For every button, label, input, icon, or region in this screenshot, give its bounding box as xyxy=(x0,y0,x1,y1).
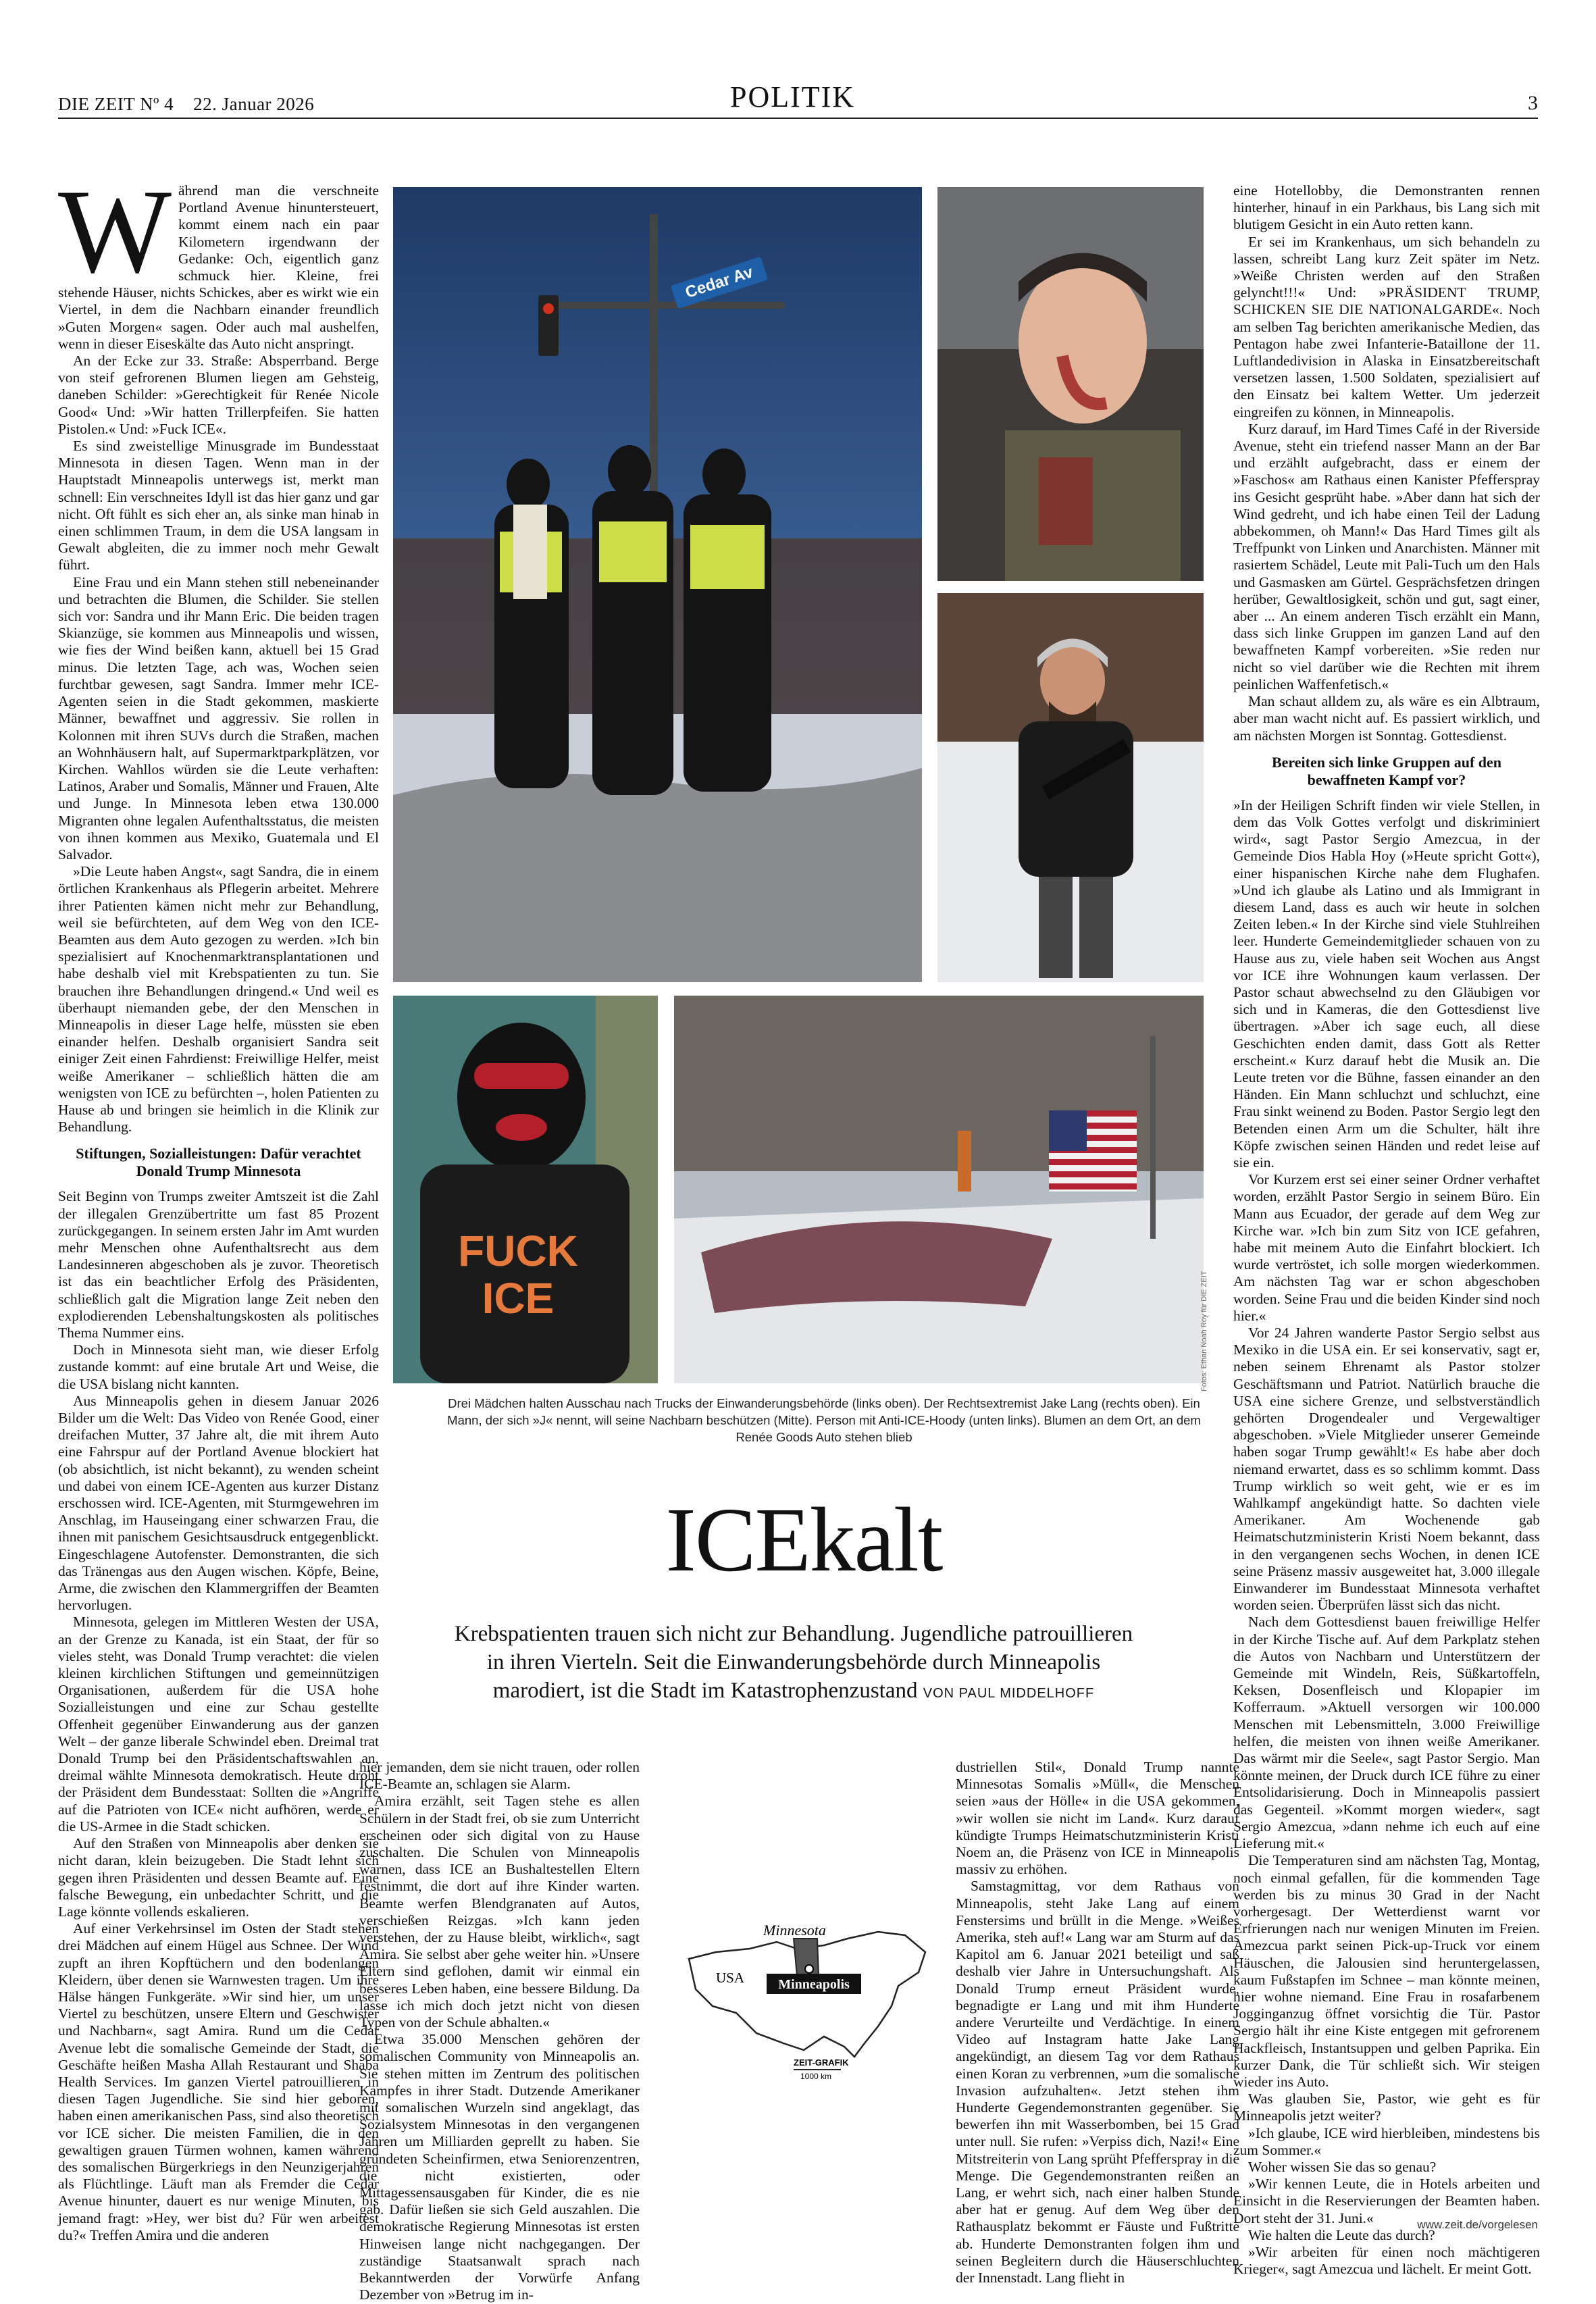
photo-armed-man xyxy=(937,593,1204,982)
paragraph: hier jemanden, dem sie nicht trauen, oder rollen ICE-Beamte an, schlagen sie Alarm. xyxy=(359,1759,640,1793)
map-source: ZEIT-GRAFIK xyxy=(794,2057,849,2068)
paragraph: ährend man die verschneite Portland Avenue hinuntersteuert, kommt einem nach ein paar Kilometern irgendwann der Gedanke: Och, eigentlich ganz schmuck hier. Kleine, frei stehende Häuser, nichts Schickes, aber es wirkt wie ein Viertel, in dem die Nachbarn einander freundlich »Guten Morgen« sagen. Oder auch mal aushelfen, wenn in dieser Eiseskälte das Auto nicht anspringt. xyxy=(58,182,379,352)
paragraph: Auf den Straßen von Minneapolis aber denken sie nicht daran, klein beizugeben. Die Stadt lehnt sich gegen ihren Präsidenten und dessen Beamte auf. Eine falsche Bewegung, ein unbedachter Schritt, und die Lage könnte vollends eskalieren. xyxy=(58,1835,379,1920)
paragraph: Man schaut alldem zu, als wäre es ein Albtraum, aber man wacht nicht auf. Es passiert wirklich, und am nächsten Morgen ist Sonntag. Gottesdienst. xyxy=(1233,693,1540,744)
street-sign-text: Cedar Av xyxy=(683,263,756,302)
page-number: 3 xyxy=(1528,92,1538,114)
paragraph: Minnesota, gelegen im Mittleren Westen der USA, an der Grenze zu Kanada, ist ein Staat, der für so vieles steht, was Donald Trump verachtet: die vielen kleinen kirchlichen Stiftungen und gemeinnützigen Organisationen, außerdem für die USA hohe Sozialleistungen und eine zur Schau gestellte Offenheit gegenüber Einwanderung aus der ganzen Welt – der ganze liberale Schwindel eben. Dreimal trat Donald Trump bei den Präsidentschaftswahlen an, dreimal wählte Minnesota demokratisch. Heute droht der Präsident dem Bundesstaat: Sollten die »Angriffe auf die Patrioten von ICE« nicht aufhören, werde er die US-Armee in die Stadt schicken. xyxy=(58,1614,379,1835)
map-scale: 1000 km xyxy=(800,2072,832,2081)
paragraph: Eine Frau und ein Mann stehen still nebeneinander und betrachten die Blumen, die Schilder. Sie stellen sich vor: Sandra und ihr Mann Eric. Die beiden tragen Skianzüge, sie kommen aus Minneapolis und wissen, wie fies der Wind beißen kann, aktuell bei 15 Grad minus. Die letzten Tage, ach was, Wochen seien furchtbar gewesen, sagt Sandra. Immer mehr ICE-Agenten seien in die Stadt gekommen, maskierte Männer, bewaffnet und aggressiv. Sie rollen in Kolonnen mit ihren SUVs durch die Straßen, machen an Wohnhäusern halt, auf Supermarktparkplätzen, vor Kirchen. Wahllos würden sie die Leute verhaften: Latinos, Araber und Somalis, Männer und Frauen, Alte und Junge. In Minnesota leben etwa 130.000 Migranten ohne legalen Aufenthaltsstatus, die meisten von ihnen kommen aus Mexiko, Guatemala und El Salvador. xyxy=(58,573,379,863)
photo-anti-ice-hoodie xyxy=(393,996,658,1383)
byline: VON PAUL MIDDELHOFF xyxy=(923,1686,1095,1701)
article-column-2 xyxy=(359,1759,640,2303)
header-rule xyxy=(58,118,1538,119)
paragraph: Was glauben Sie, Pastor, wie geht es für Minneapolis jetzt weiter? xyxy=(1233,2091,1540,2124)
locator-map xyxy=(675,1912,939,2080)
paragraph: »In der Heiligen Schrift finden wir viele Stellen, in dem das Volk Gottes verfolgt und diskriminiert wird«, sagt Pastor Sergio Amezcua, in der Gemeinde Dios Habla Hoy (»Heute spricht Gott«), einer hispanischen Kirche nahe dem Flughafen. »Und ich glaube als Latino und als Immigrant in diesem Land, dass es auch wir heute in solchen Zeiten leben.« In der Kirche sind viele Stuhlreihen leer. Hunderte Gemeindemitglieder schauen von zu Hause aus zu, viele haben seit Wochen aus Angst vor ICE ihre Wohnungen kaum verlassen. Der Pastor schaut abwechselnd zu den Gläubigen vor sich und in Kameras, die den Gottesdienst live übertragen. »Aber ich sage euch, all diese Geschichten enden damit, dass Gott als Retter erscheint.« Kurz darauf hebt die Musik an. Die Leute treten vor die Bühne, fassen einander an den Händen. Ein Mann schluchzt und schluchzt, eine Frau sinkt weinend zu Boden. Pastor Sergio legt den Betenden einen Arm um die Schulter, hält ihre Köpfe zwischen seinen Händen und redet leise auf sie ein. xyxy=(1233,796,1540,1171)
issue-date: DIE ZEIT Nº 4 22. Januar 2026 xyxy=(58,94,315,114)
headline: ICEkalt xyxy=(665,1489,942,1591)
article-column-1 xyxy=(58,164,379,2243)
hoodie-text-2: ICE xyxy=(482,1274,555,1323)
paragraph: Kurz darauf, im Hard Times Café in der Riverside Avenue, steht ein triefend nasser Mann an der Bar und erzählt aufgebracht, dass er einem der »Faschos« am Rathaus einen Kanister Pfefferspray ins Gesicht gesprüht habe. »Aber dann hat sich der Wind gedreht, und ich habe einen Teil der Ladung abbekommen, oh Mann!« Das Hard Times gilt als Treffpunkt von Linken und Anarchisten. Männer mit rasiertem Schädel, Leute mit Pali-Tuch um den Hals und Gasmasken am Gürtel. Gesprächsfetzen dringen herüber, Gewaltlosigkeit, schön und gut, sagt einer, aber ... An einem anderen Tisch erzählt ein Mann, dass sich linke Gruppen im ganzen Land auf den bewaffneten Kampf vorbereiten. »Sie reden nur nicht so viel darüber wie die Rechten mit ihrem peinlichen Waffenfetisch.« xyxy=(1233,420,1540,692)
deck xyxy=(446,1620,1141,1708)
photo-jake-lang xyxy=(937,187,1204,581)
photo-three-girls xyxy=(393,187,922,982)
paragraph: Die Temperaturen sind am nächsten Tag, Montag, noch einmal gefallen, für die kommenden Tage werden bis zu minus 30 Grad in der Nacht vorhergesagt. Der Wetterdienst warnt vor Erfrierungen nach nur wenigen Minuten im Freien. Amezcua parkt seinen Pick-up-Truck vor einem Häuschen, die Jalousien sind heruntergelassen, kaum Fußstapfen im Schnee – man könnte meinen, hier wohne niemand. Eine Frau in rosafarbenem Jogginganzug öffnet vorsichtig die Tür. Pastor Sergio hält ihr eine Kiste entgegen mit gefrorenem Hackfleisch, Instantsuppen und gelben Paprika. Ein kurzer Dank, die Tür schließt sich. Wir steigen wieder ins Auto. xyxy=(1233,1852,1540,2090)
paragraph: »Wir arbeiten für einen noch mächtigeren Krieger«, sagt Amezcua und lächelt. Er meint Gott. xyxy=(1233,2243,1540,2278)
paragraph: Aus Minneapolis gehen in diesem Januar 2026 Bilder um die Welt: Das Video von Renée Good, einer dreifachen Mutter, 37 Jahre alt, die mit ihrem Auto eine Fahrspur auf der Portland Avenue blockiert hat (ob absichtlich, ist nicht bekannt), zu wenden scheint und dabei von einem ICE-Agenten aus kurzer Distanz erschossen wird. ICE-Agenten, mit Sturmgewehren im Anschlag, im Hauseingang einer schwarzen Frau, die ihnen mit panischem Gesichtsausdruck entgegenblickt. Eingeschlagene Autofenster. Demonstranten, die sich das Tränengas aus den Augen wischen. Köpfe, Beine, Arme, die zwischen den Klammergriffen der Beamten hervorlugen. xyxy=(58,1392,379,1614)
paragraph: Samstagmittag, vor dem Rathaus von Minneapolis, steht Jake Lang auf einem Fenstersims und brüllt in die Menge. »Weißes Amerika, steh auf!« Lang war am Sturm auf das Kapitol am 6. Januar 2021 beteiligt und saß deshalb vier Jahre in Untersuchungshaft. Als Donald Trump erneut Präsident wurde, begnadigte er Lang und mit ihm Hunderte andere Verurteilte und Verdächtige. In einem Video auf Instagram hatte Jake Lang angekündigt, an diesem Tag vor dem Rathaus einen Koran zu verbrennen, »um die somalische Invasion aufzuhalten«. Jetzt stehen ihm Hunderte Gegendemonstranten gegenüber. Sie bewerfen ihn mit Wasserbomben, bei 15 Grad unter null. Sie rufen: »Verpiss dich, Nazi!« Eine Mitstreiterin von Lang sprüht Pfefferspray in die Menge. Die Gegendemonstranten reißen an Lang, er wehrt sich, nach einer halben Stunde aber hat er genug. Auf dem Weg über den Rathausplatz bekommt er Fäuste und Fußtritte ab. Hunderte Demonstranten folgen ihm und seinen Begleitern durch die Häuserschluchten der Innenstadt. Lang flieht in xyxy=(956,1878,1239,2286)
footer-url[interactable]: www.zeit.de/vorgelesen xyxy=(1417,2218,1538,2231)
paragraph: eine Hotellobby, die Demonstranten rennen hinterher, hinauf in ein Parkhaus, bis Lang sich mit blutigem Gesicht in ein Auto retten kann. xyxy=(1233,182,1540,233)
paragraph: Woher wissen Sie das so genau? xyxy=(1248,2158,1437,2175)
photo-memorial-flowers xyxy=(674,996,1204,1383)
paragraph: »Wir kennen Leute, die in Hotels arbeiten und Einsicht in die Reservierungen der Beamten haben. Dort steht der 31. Juni.« xyxy=(1233,2176,1540,2226)
paragraph: dustriellen Stil«, Donald Trump nannte Minnesotas Somalis »Müll«, die Menschen seien »aus der Hölle« in die USA gekommen, »wir wollen sie nicht im Land«. Kurz darauf kündigte Trumps Heimatschutzministerin Kristi Noem an, die Präsenz von ICE in Minneapolis massiv zu erhöhen. xyxy=(956,1759,1239,1878)
paragraph: »Die Leute haben Angst«, sagt Sandra, die in einem örtlichen Krankenhaus als Pflegerin arbeitet. Mehrere ihrer Patienten kämen nicht mehr zur Behandlung, weil sie befürchteten, auf dem Weg von den ICE-Beamten aus dem Auto gezogen zu werden. »Ich bin spezialisiert auf Knochenmarktransplantationen und habe deshalb viel mit Krebspatienten zu tun. Sie brauchen ihre Behandlungen dringend.« Und weil es überhaupt niemanden gebe, der den Menschen in Minneapolis in dieser Lage helfe, müssten sie eben einander helfen. Deshalb organisiert Sandra seit einiger Zeit einen Fahrdienst: Freiwillige Helfer, meist weiße Amerikaner – schließlich hätten die am wenigsten von ICE zu befürchten –, holen Patienten zu Hause ab und bringen sie heimlich in die Klinik zur Behandlung. xyxy=(58,863,379,1135)
map-country-label: USA xyxy=(716,1970,745,1986)
paragraph: Es sind zweistellige Minusgrade im Bundesstaat Minnesota in diesen Tagen. Wenn man in der Hauptstadt Minneapolis unterwegs ist, merkt man schnell: Ein verschneites Idyll ist das hier ganz und gar nicht. Oft fühlt es sich eher an, als sinke man hinab in einen schlimmen Traum, in dem die USA langsam in Gewalt abgleiten, die zu immer noch mehr Gewalt führt. xyxy=(58,438,379,573)
paragraph: Etwa 35.000 Menschen gehören der somalischen Community von Minneapolis an. Sie stehen mitten im Zentrum des politischen Kampfes in ihrer Stadt. Dutzende Amerikaner mit somalischen Wurzeln sind angeklagt, das Sozialsystem Minnesotas in den vergangenen Jahren um Milliarden geprellt zu haben. Sie gründeten Scheinfirmen, etwa Seniorenzentren, die nicht existierten, oder Mittagessensausgaben für Kinder, die es nie gab. Dafür ließen sie sich Geld auszahlen. Die demokratische Regierung Minnesotas ist ersten Hinweisen lange nicht nachgegangen. Der zuständige Staatsanwalt sprach nach Bekanntwerden der Vorwürfe Anfang Dezember von »Betrug im in- xyxy=(359,2031,640,2303)
photo-caption: Drei Mädchen halten Ausschau nach Trucks der Einwanderungsbehörde (links oben). Der Rechtsextremist Jake Lang (rechts oben). Ein Mann, der sich »J« nennt, will seine Nachbarn beschützen (Mitte). Person mit Anti-ICE-Hoody (unten links). Blumen an dem Ort, an dem Renée Goods Auto stehen blieb xyxy=(447,1396,1201,1444)
paragraph: Nach dem Gottesdienst bauen freiwillige Helfer in der Kirche Tische auf. Auf dem Parkplatz stehen die Autos von Nachbarn und Unterstützern der Gemeinde mit Windeln, Reis, Süßkartoffeln, Keksen, Dosenfleisch und Klopapier im Kofferraum. »Aktuell versorgen wir 100.000 Menschen mit Lebensmitteln, 3.000 Freiwillige helfen, die meisten von ihnen weiße Amerikaner. Das wärmt mir die Seele«, sagt Pastor Sergio. Man könnte meinen, der Druck durch ICE führe zu einer Entsolidarisierung. Doch in Minneapolis passiert das Gegenteil. »Kommt morgen wieder«, sagt Sergio Amezcua, »dann nehme ich euch auf eine Lieferung mit.« xyxy=(1233,1614,1540,1852)
paragraph: Wie halten die Leute das durch? xyxy=(1248,2226,1435,2243)
hoodie-text-1: FUCK xyxy=(458,1227,578,1275)
drop-cap: W xyxy=(58,164,172,298)
subheading: Bereiten sich linke Gruppen auf den bewaffneten Kampf vor? xyxy=(1271,753,1502,788)
paragraph: Auf einer Verkehrsinsel im Osten der Stadt stehen drei Mädchen auf einem Hügel aus Schnee. Der Wind zupft an ihren Kopftüchern und den bodenlangen Kleidern, über denen sie Warnwesten tragen. Um ihre Hälse hängen Funkgeräte. »Wir sind hier, um unser Viertel zu beschützen, unsere Eltern und Geschwister und Nachbarn«, sagt Amira. Rund um die Cedar Avenue lebt die somalische Gemeinde der Stadt, die Geschäfte heißen Masha Allah Restaurant und Shaba Health Services. Im ganzen Viertel patrouillieren in diesen Tagen Jugendliche. Sie sind hier geboren, haben einen amerikanischen Pass, sind also theoretisch vor ICE sicher. Die meisten Familien, die in den gewaltigen grauen Türmen wohnen, kamen während des somalischen Bürgerkriegs in den Neunzigerjahren als Flüchtlinge. Läuft man als Fremder die Cedar Avenue hinunter, dauert es nur wenige Minuten, bis jemand fragt: »Hey, wer bist du? Für wen arbeitest du?« Treffen Amira und die anderen xyxy=(58,1920,379,2243)
paragraph: Seit Beginn von Trumps zweiter Amtszeit ist die Zahl der illegalen Grenzübertritte um fast 85 Prozent zurückgegangen. In seinem ersten Jahr im Amt wurden mehr Menschen ohne Aufenthaltsrecht aus dem Landesinneren abgeschoben als je zuvor. Theoretisch ist das ein beachtlicher Erfolg des Präsidenten, schließlich galt die Migration lange Zeit neben den explodierenden Lebenshaltungskosten als politisches Thema Nummer eins. xyxy=(58,1188,379,1341)
paragraph: An der Ecke zur 33. Straße: Absperrband. Berge von steif gefrorenen Blumen liegen am Gehsteig, daneben Schilder: »Gerechtigkeit für Renée Nicole Good« Und: »Wir hatten Trillerpfeifen. Sie hatten Pistolen.« Und: »Fuck ICE«. xyxy=(58,353,379,437)
paragraph: »Ich glaube, ICE wird hierbleiben, mindestens bis zum Sommer.« xyxy=(1233,2124,1540,2158)
section-title: POLITIK xyxy=(730,80,856,113)
paragraph: Amira erzählt, seit Tagen stehe es allen Schülern in der Stadt frei, ob sie zum Unterricht erscheinen oder sich digital von zu Hause zuschalten. Die Schulen von Minneapolis warnen, dass ICE an Bushaltestellen Eltern festnimmt, die dort auf ihre Kinder warten. Beamte werfen Blendgranaten auf Autos, verschießen Reizgas. »Ich kann jeden verstehen, der zu Hause bleibt, wirklich«, sagt Amira. Sie selbst aber gehe weiter hin. »Unsere Eltern sind geflohen, damit wir einmal ein besseres Leben haben, eine bessere Bildung. Da lasse ich mich doch jetzt nicht von diesen Typen von der Schule abhalten.« xyxy=(359,1793,640,2031)
paragraph: Vor Kurzem erst sei einer seiner Ordner verhaftet worden, erzählt Pastor Sergio in seinem Büro. Ein Mann aus Ecuador, der gerade auf dem Weg zur Kirche war. »Ich bin zum Sitz von ICE gefahren, habe mit meinem Auto die Einfahrt blockiert. Ich wurde vertröstet, ich solle morgen wiederkommen. Am nächsten Tag war er schon abgeschoben worden. Seine Frau und die beiden Kinder sind noch hier.« xyxy=(1233,1171,1540,1324)
map-state-label: Minnesota xyxy=(763,1922,826,1939)
paragraph: Vor 24 Jahren wanderte Pastor Sergio selbst aus Mexiko in die USA ein. Er sei konservativ, sagt er, neben seinem Ehrenamt als Pastor stolzer Geschäftsmann und Patriot. Natürlich brauche die USA eine sichere Grenze, und selbstverständlich gehörten Drogendealer und Vergewaltiger abgeschoben. »Viele Mitglieder unserer Gemeinde haben sogar Trump gewählt!« Es habe aber doch niemand erwartet, dass es so schlimm kommt. Dass Trump wirklich so weit geht, wie er es im Wahlkampf angekündigt hatte. So dachten viele Amerikaner. Am Wochenende gab Heimatschutzministerin Kristi Noem bekannt, dass in den vergangenen sechs Wochen, in denen ICE seine Präsenz massiv ausgeweitet hat, 3.000 illegale Einwanderer im Bundesstaat Minnesota verhaftet worden seien. Überprüfen lässt sich das nicht. xyxy=(1233,1325,1540,1614)
subheading: Stiftungen, Sozialleistungen: Dafür verachtet Donald Trump Minnesota xyxy=(76,1145,361,1180)
map-city-label: Minneapolis xyxy=(778,1977,850,1992)
article-column-3 xyxy=(956,1759,1239,2286)
deck-text: Krebspatienten trauen sich nicht zur Behandlung. Jugendliche patrouillieren in ihren Vierteln. Seit die Einwanderungsbehörde durch Minneapolis marodiert, ist die Stadt im Katastrophenzustand xyxy=(454,1622,1133,1703)
paragraph: Doch in Minnesota sieht man, wie dieser Erfolg zustande kommt: auf eine brutale Art und Weise, die die USA bislang nicht kannten. xyxy=(58,1341,379,1392)
paragraph: Er sei im Krankenhaus, um sich behandeln zu lassen, schreibt Lang kurz Zeit später im Netz. »Weiße Christen werden auf den Straßen gelyncht!!!« Und: »PRÄSIDENT TRUMP, SCHICKEN SIE DIE NATIONALGARDE«. Noch am selben Tag berichten amerikanische Medien, das Pentagon habe zwei Infanterie-Bataillone der 11. Luftlandedivision in Alaska in Einsatzbereitschaft versetzen lassen, 1.500 Soldaten, spezialisiert auf den Einsatz bei kaltem Wetter. Um jederzeit eingreifen zu können, in Minneapolis. xyxy=(1233,233,1540,420)
photo-credit: Fotos: Ethan Noah Roy für DIE ZEIT xyxy=(1200,1271,1208,1391)
